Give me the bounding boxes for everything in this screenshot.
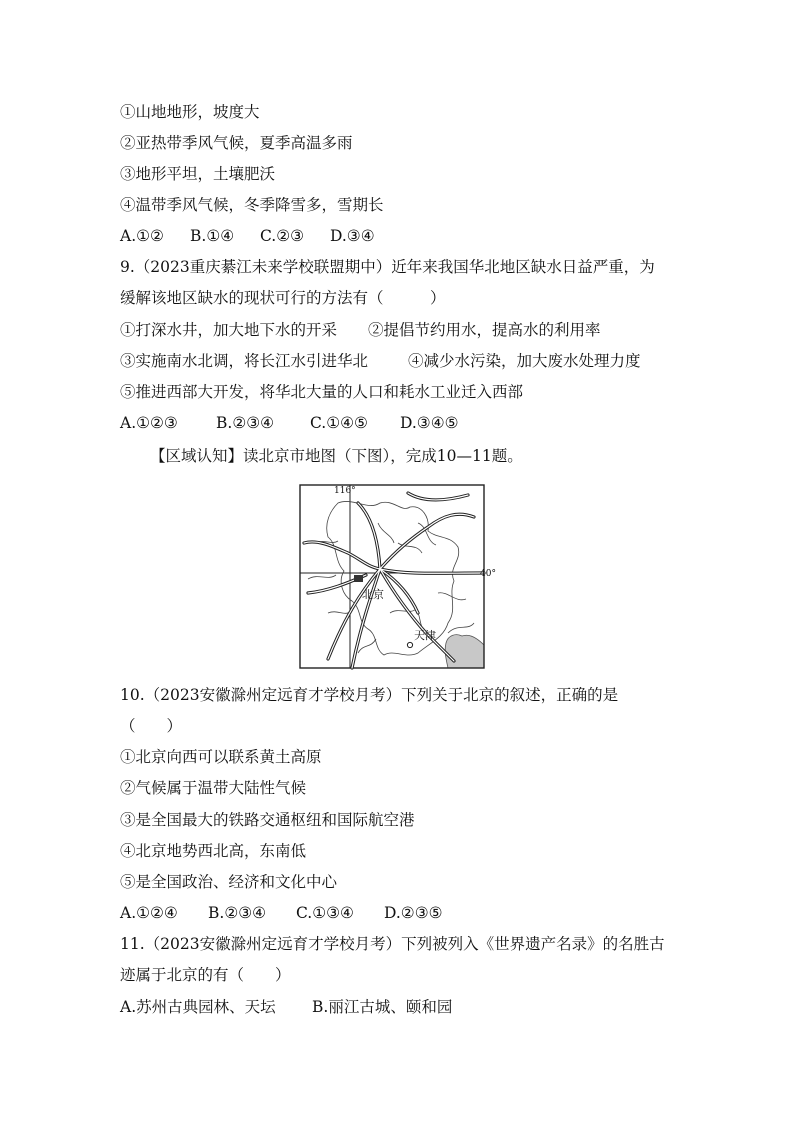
city-label-tianjin: 天津 [414, 629, 436, 642]
q10-option-b: B.②③④ [208, 904, 267, 922]
q10-stem-line-2: （ ） [120, 717, 183, 735]
q9-option-d: D.③④⑤ [400, 414, 459, 432]
longitude-label: 116° [334, 486, 356, 496]
q9-item-1: ①打深水井，加大地下水的开采 [120, 321, 338, 339]
q11-option-b: B.丽江古城、颐和园 [312, 998, 453, 1016]
q10-item-2: ②气候属于温带大陆性气候 [120, 779, 307, 797]
q10-item-5: ⑤是全国政治、经济和文化中心 [120, 873, 338, 891]
q10-option-c: C.①③④ [296, 904, 354, 922]
beijing-map-figure [298, 483, 496, 671]
q9-option-a: A.①②③ [120, 414, 178, 432]
tianjin-marker [407, 642, 412, 647]
q8-item-3: ③地形平坦，土壤肥沃 [120, 165, 276, 183]
q8-option-a: A.①② [120, 227, 164, 245]
q10-stem-line-1: 10.（2023安徽滁州定远育才学校月考）下列关于北京的叙述，正确的是 [120, 686, 619, 704]
beijing-marker [354, 575, 363, 582]
q11-stem-line-1: 11.（2023安徽滁州定远育才学校月考）下列被列入《世界遗产名录》的名胜古 [120, 935, 665, 953]
q10-options [120, 903, 684, 923]
q11-options [120, 997, 684, 1017]
q9-stem-line-1: 9.（2023重庆綦江未来学校联盟期中）近年来我国华北地区缺水日益严重，为 [120, 258, 655, 276]
q9-options [120, 413, 684, 433]
q11-option-a: A.苏州古典园林、天坛 [120, 998, 276, 1016]
q10-item-1: ①北京向西可以联系黄土高原 [120, 748, 322, 766]
q9-items-row-2 [120, 351, 684, 371]
q8-option-d: D.③④ [330, 227, 375, 245]
q9-stem-line-2: 缓解该地区缺水的现状可行的方法有（ ） [120, 289, 446, 307]
q10-item-3: ③是全国最大的铁路交通枢纽和国际航空港 [120, 811, 415, 829]
q9-item-5: ⑤推进西部大开发，将华北大量的人口和耗水工业迁入西部 [120, 383, 524, 401]
q10-option-a: A.①②④ [120, 904, 178, 922]
beijing-map [298, 483, 496, 671]
q9-option-c: C.①④⑤ [310, 414, 368, 432]
latitude-label: 40° [480, 569, 496, 579]
q9-item-2: ②提倡节约用水，提高水的利用率 [368, 321, 601, 339]
q9-item-3: ③实施南水北调，将长江水引进华北 [120, 352, 369, 370]
q10-item-4: ④北京地势西北高，东南低 [120, 842, 307, 860]
q11-stem-line-2: 迹属于北京的有（ ） [120, 966, 291, 984]
q8-item-4: ④温带季风气候，冬季降雪多，雪期长 [120, 196, 384, 214]
q8-item-2: ②亚热带季风气候，夏季高温多雨 [120, 134, 353, 152]
q8-item-1: ①山地地形，坡度大 [120, 103, 260, 121]
q9-items-row-1 [120, 320, 684, 340]
q9-option-b: B.②③④ [216, 414, 275, 432]
q8-option-b: B.①④ [190, 227, 235, 245]
q9-item-4: ④减少水污染，加大废水处理力度 [408, 352, 641, 370]
q8-options [120, 226, 684, 246]
q8-option-c: C.②③ [260, 227, 305, 245]
sea-area [445, 635, 484, 668]
city-label-beijing: 北京 [362, 588, 384, 601]
q10-option-d: D.②③⑤ [384, 904, 443, 922]
section-heading: 【区域认知】读北京市地图（下图），完成10—11题。 [150, 447, 523, 465]
